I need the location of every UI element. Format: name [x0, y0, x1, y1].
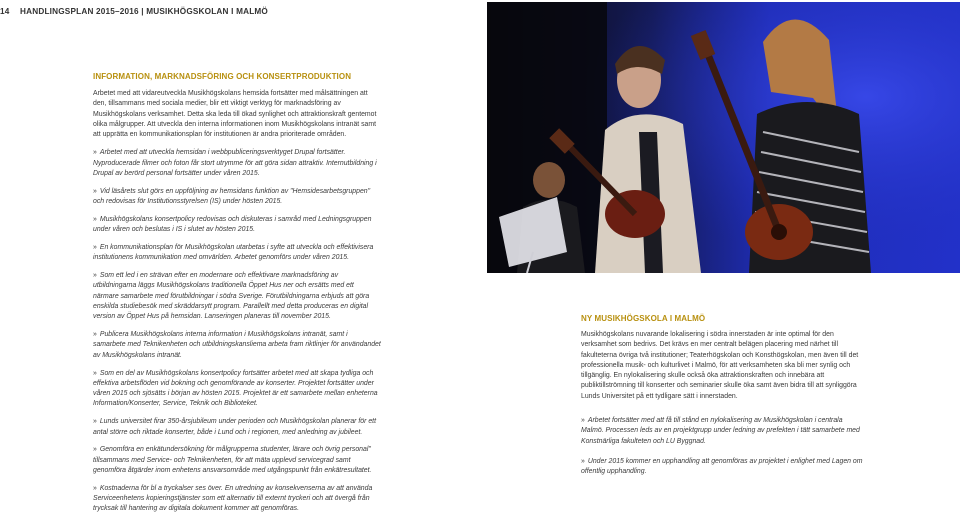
bullet-glyph: »	[93, 215, 97, 223]
section-heading-information: INFORMATION, MARKNADSFÖRING OCH KONSERTPRODUKTION	[93, 72, 352, 81]
bullet-glyph: »	[581, 457, 585, 465]
list-item: » Kostnaderna för bl a tryckalser ses över. En utredning av konsekvenserna av att använda Serviceenhetens kopieringstjänster som ett alternativ till externt tryckeri och att övergå från trycksak till hantering av digitala dokument kommer att genomföras.	[93, 484, 373, 513]
bullet-glyph: »	[93, 187, 97, 195]
running-header	[0, 7, 268, 16]
bullet-glyph: »	[93, 149, 97, 157]
bullet-glyph: »	[581, 417, 585, 425]
bullet-list	[581, 416, 865, 477]
section-intro: Arbetet med att vidareutveckla Musikhögskolans hemsida fortsätter med målsättningen att den, tillsammans med sociala medier, blir ett viktigt verktyg för marknadsföring av Musikhögskolans verksamhet. Detta ska leda till ökad synlighet och attraktionskraft gentemot olika målgrupper. Att utveckla den interna informationen inom Musikhögskolans intranät samt att upprätta en kommunikationsplan för institutionen är andra prioriterade områden.	[93, 90, 377, 139]
bullet-glyph: »	[93, 369, 97, 377]
bullet-glyph: »	[93, 272, 97, 280]
running-title: HANDLINGSPLAN 2015–2016 | MUSIKHÖGSKOLAN I MALMÖ	[20, 7, 269, 16]
bullet-list	[93, 148, 381, 514]
list-item: » Vid läsårets slut görs en uppföljning av hemsidans funktion av "Hemsidesarbetsgruppen" och redovisas för Institutionsstyrelsen (IS) under hösten 2015.	[93, 187, 371, 206]
list-item: » Publicera Musikhögskolans interna information i Musikhögskolans intranät, samt i samarbete med Teknikenheten och utbildningskansliema arbeta fram riktlinjer för användandet av Musikhögskolans intranät.	[93, 331, 381, 359]
bullet-glyph: »	[93, 484, 97, 492]
bullet-glyph: »	[93, 418, 97, 426]
section-heading-ny-musikhogskola: NY MUSIKHÖGSKOLA I MALMÖ	[581, 314, 706, 323]
list-item: » Genomföra en enkätundersökning för målgrupperna studenter, lärare och övrig personal" tillsammans med Service- och Teknikenheten, för att mäta upplevd servicegrad samt genomföra åtgärder inom enhetens ansvarsområde med utgångspunkt från enkätresultatet.	[93, 446, 372, 474]
list-item: » Lunds universitet firar 350-årsjubileum under perioden och Musikhögskolan planerar för ett antal större och riktade konserter, både i Lund och i regionen, med anledning av jubileet.	[93, 418, 377, 436]
concert-photo-illustration	[487, 2, 960, 273]
right-column	[581, 314, 865, 488]
list-item: » Som en del av Musikhögskolans konsertpolicy fortsätter arbetet med att skapa tydliga och effektiva arbetsflöden vid bokning och genomförande av konserter. Projektet fortsätter under våren 2015 och sjösätts i början av hösten 2015. Projektet är ett samarbete mellan enheterna Information/Konserter, Service, Teknik och Biblioteket.	[93, 369, 378, 408]
left-column	[93, 72, 381, 522]
section-intro: Musikhögskolans nuvarande lokalisering i södra innerstaden är inte optimal för den verksamhet som bedrivs. Det krävs en mer centralt belägen placering med närhet till fakulteterna övriga två institutioner; Teaterhögskolan och Konsthögskolan, men även till det professionella musik- och kulturlivet i Malmö, för att verksamheten ska bli mer synlig och tillgänglig. En nylokalisering skulle också öka attraktionskraften och innebära att publiktillströmning till konserter och seminarier skulle öka samt även bidra till att synliggöra Lunds Universitet på ett tydligare sätt i innerstaden.	[581, 331, 859, 400]
list-item: » Som ett led i en strävan efter en modernare och effektivare marknadsföring av utbildningarna läggs Musikhögskolans traditionella Öppet Hus ner och ersätts med ett närmare samarbete med förutbildningar i södra Sverige. Förutbildningarna erbjuds att göra enskilda studiebesök med skräddarsytt program. Parallellt med detta produceras en digital version av Öppet Hus på hemsidan. Lanseringen planeras till november 2015.	[93, 272, 370, 321]
list-item: » Under 2015 kommer en upphandling att genomföras av projektet i enlighet med Lagen om offentlig upphandling.	[581, 457, 863, 476]
page-number: 14	[0, 7, 10, 16]
bullet-glyph: »	[93, 446, 97, 454]
list-item: » Arbetet med att utveckla hemsidan i webbpubliceringsverktyget Drupal fortsätter. Nyproducerade filmer och foton får stort utrymme för att göra sidan attraktiv. Internutbildning i Drupal av berörd personal fortsätter under våren 2015.	[93, 149, 377, 178]
bullet-glyph: »	[93, 244, 97, 252]
list-item: » En kommunikationsplan för Musikhögskolan utarbetas i syfte att utveckla och effektivisera institutionens kommunikation med omvärlden. Arbetet genomförs under våren 2015.	[93, 244, 374, 262]
bullet-glyph: »	[93, 331, 97, 339]
concert-photo	[487, 2, 960, 273]
list-item: » Arbetet fortsätter med att få till stånd en nylokalisering av Musikhögskolan i centrala Malmö. Processen leds av en projektgrupp under ledning av prefekten i tätt samarbete med Konstnärliga fakulteten och LU Byggnad.	[581, 417, 860, 445]
list-item: » Musikhögskolans konsertpolicy redovisas och diskuteras i samråd med Ledningsgruppen under våren och beslutas i IS i slutet av hösten 2015.	[93, 215, 372, 234]
